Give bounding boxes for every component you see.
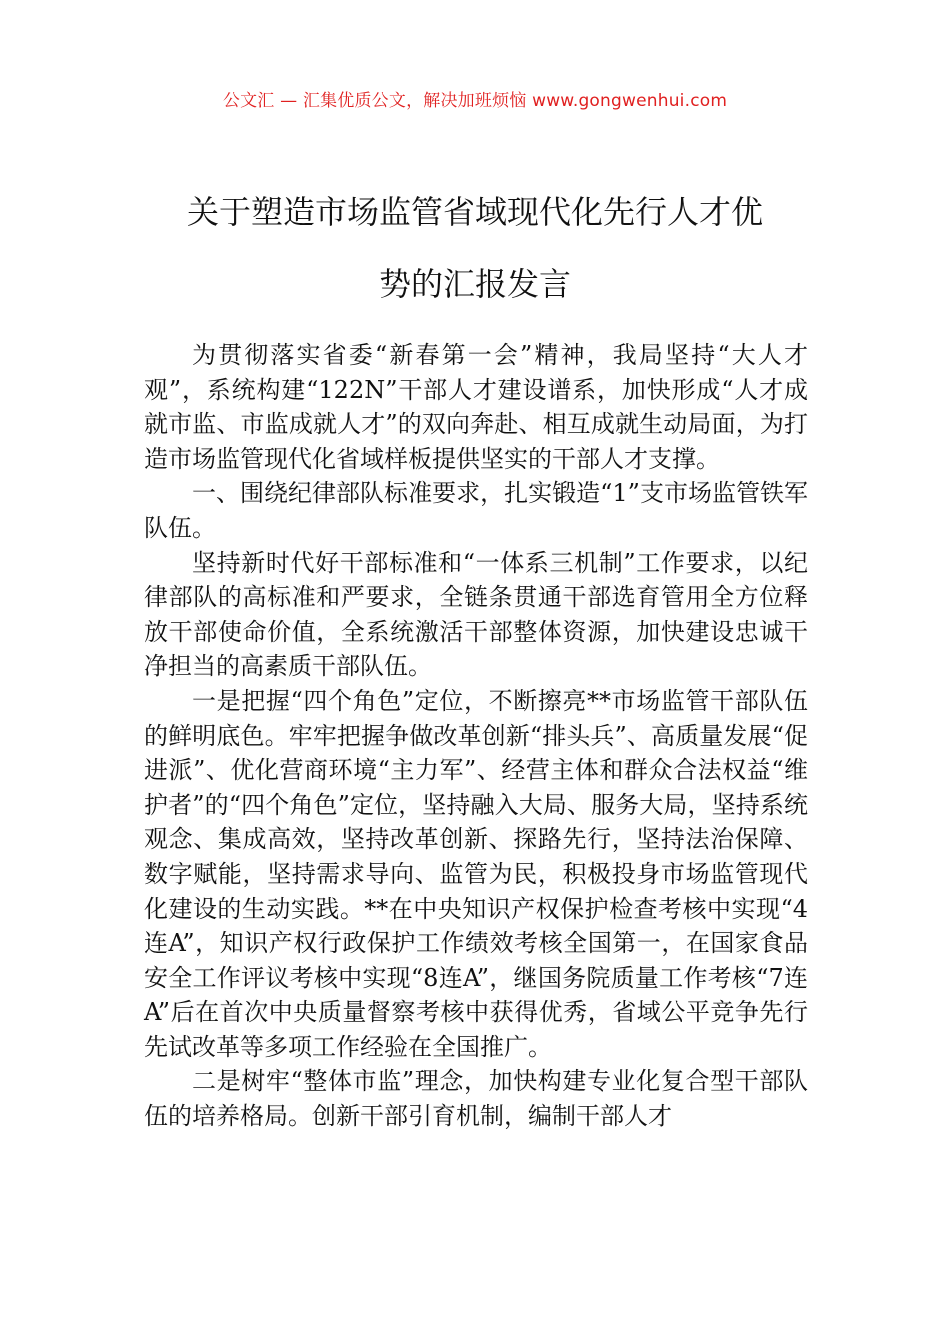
document-body: [144, 338, 808, 1134]
paragraph: 坚持新时代好干部标准和“一体系三机制”工作要求，以纪律部队的高标准和严要求，全链条贯通干部选育管用全方位释放干部使命价值，全系统激活干部整体资源，加快建设忠诚干净担当的高素质干部队伍。: [144, 548, 808, 681]
title-line-2: 势的汇报发言: [378, 265, 571, 303]
paragraph: 二是树牢“整体市监”理念，加快构建专业化复合型干部队伍的培养格局。创新干部引育机制，编制干部人才: [144, 1067, 808, 1131]
title-line-1: 关于塑造市场监管省域现代化先行人才优: [186, 193, 763, 231]
section-heading-1: 一、围绕纪律部队标准要求，扎实锻造“1”支市场监管铁军队伍。: [144, 479, 808, 542]
paragraph: 一是把握“四个角色”定位，不断擦亮**市场监管干部队伍的鲜明底色。牢牢把握争做改革创新“排头兵”、高质量发展“促进派”、优化营商环境“主力军”、经营主体和群众合法权益“维护者”的“四个角色”定位，坚持融入大局、服务大局，坚持系统观念、集成高效，坚持改革创新、探路先行，坚持法治保障、数字赋能，坚持需求导向、监管为民，积极投身市场监管现代化建设的生动实践。**在中央知识产权保护检查考核中实现“4连A”，知识产权行政保护工作绩效考核全国第一，在国家食品安全工作评议考核中实现“8连A”，继国务院质量工作考核“7连A”后在首次中央质量督察考核中获得优秀，省域公平竞争先行先试改革等多项工作经验在全国推广。: [144, 686, 808, 1061]
document-title: [110, 176, 840, 320]
paragraph-intro: 为贯彻落实省委“新春第一会”精神，我局坚持“大人才观”，系统构建“122N”干部人才建设谱系，加快形成“人才成就市监、市监成就人才”的双向奔赴、相互成就生动局面，为打造市场监管现代化省域样板提供坚实的干部人才支撑。: [144, 341, 808, 473]
watermark-banner: 公文汇 — 汇集优质公文，解决加班烦恼 www.gongwenhui.com: [222, 91, 728, 111]
